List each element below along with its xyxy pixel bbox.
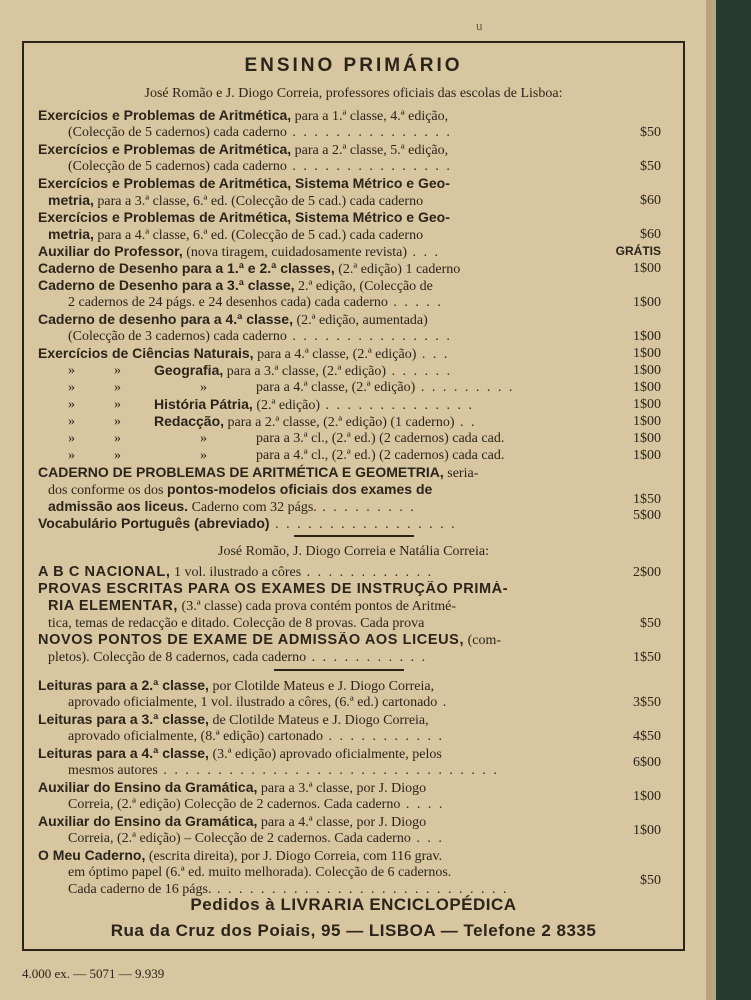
ditto-mark: » bbox=[68, 431, 75, 446]
print-info: 4.000 ex. — 5071 — 9.939 bbox=[22, 966, 165, 981]
list-item: (Colecção de 5 cadernos) cada caderno . . . . . . . . . . . . . . . bbox=[68, 159, 452, 174]
list-item: Leituras para a 2.ª classe, por Clotilde Mateus e J. Diogo Correia, bbox=[38, 677, 435, 694]
divider bbox=[294, 535, 414, 537]
ditto-mark: » bbox=[200, 431, 207, 446]
list-item: Caderno de desenho para a 4.ª classe, (2.ª edição, aumentada) bbox=[38, 311, 428, 328]
list-item: (Colecção de 3 cadernos) cada caderno . . . . . . . . . . . . . . . bbox=[68, 329, 452, 344]
ditto-mark: » bbox=[114, 380, 121, 395]
top-mark: u bbox=[476, 18, 483, 33]
price: $50 bbox=[640, 159, 661, 174]
price: 1$00 bbox=[633, 789, 661, 804]
price: GRÁTIS bbox=[615, 244, 661, 258]
price: 1$00 bbox=[633, 346, 661, 361]
list-item: metria, para a 4.ª classe, 6.ª ed. (Colecção de 5 cad.) cada caderno bbox=[48, 226, 424, 243]
list-item: Auxiliar do Professor, (nova tiragem, cuidadosamente revista) . . . bbox=[38, 243, 441, 260]
list-item: pletos). Colecção de 8 cadernos, cada caderno . . . . . . . . . . . bbox=[48, 650, 428, 665]
address-footer: Rua da Cruz dos Poiais, 95 — LISBOA — Telefone 2 8335 bbox=[110, 921, 597, 940]
list-item: RIA ELEMENTAR, (3.ª classe) cada prova contém pontos de Aritmé- bbox=[48, 598, 456, 614]
price: 5$00 bbox=[633, 508, 661, 523]
ditto-mark: » bbox=[68, 363, 75, 378]
price: 1$50 bbox=[633, 492, 661, 507]
list-item: A B C NACIONAL, 1 vol. ilustrado a côres . . . . . . . . . . . . bbox=[38, 564, 434, 580]
list-item: História Pátria, (2.ª edição) . . . . . . . . . . . . . . bbox=[154, 396, 475, 413]
price: 2$00 bbox=[633, 565, 661, 580]
list-item: tica, temas de redacção e ditado. Colecção de 8 provas. Cada prova bbox=[48, 616, 425, 631]
authors-line-2: José Romão, J. Diogo Correia e Natália Correia: bbox=[218, 544, 489, 559]
list-item: (Colecção de 5 cadernos) cada caderno . . . . . . . . . . . . . . . bbox=[68, 125, 452, 140]
price: 3$50 bbox=[633, 695, 661, 710]
list-item: Exercícios de Ciências Naturais, para a 4.ª classe, (2.ª edição) . . . bbox=[38, 345, 450, 362]
price: 1$00 bbox=[633, 414, 661, 429]
price: $50 bbox=[640, 873, 661, 888]
list-item: para a 3.ª cl., (2.ª ed.) (2 cadernos) cada cad. bbox=[256, 431, 505, 446]
ditto-mark: » bbox=[114, 448, 121, 463]
list-item: Exercícios e Problemas de Aritmética, para a 2.ª classe, 5.ª edição, bbox=[38, 141, 449, 158]
price: 1$00 bbox=[633, 329, 661, 344]
ditto-mark: » bbox=[200, 380, 207, 395]
price: 1$00 bbox=[633, 363, 661, 378]
list-item: Vocabulário Português (abreviado) . . . . . . . . . . . . . . . . . bbox=[38, 515, 457, 532]
price: $60 bbox=[640, 193, 661, 208]
ditto-mark: » bbox=[68, 448, 75, 463]
list-item: PROVAS ESCRITAS PARA OS EXAMES DE INSTRUÇÃO PRIMÁ- bbox=[38, 581, 509, 597]
list-item: Cada caderno de 16 págs. . . . . . . . . . . . . . . . . . . . . . . . . . . . bbox=[68, 882, 509, 897]
list-item: metria, para a 3.ª classe, 6.ª ed. (Colecção de 5 cad.) cada caderno bbox=[48, 192, 424, 209]
list-item: Exercícios e Problemas de Aritmética, Sistema Métrico e Geo- bbox=[38, 209, 450, 225]
list-item: Exercícios e Problemas de Aritmética, Sistema Métrico e Geo- bbox=[38, 175, 450, 191]
list-item: O Meu Caderno, (escrita direita), por J. Diogo Correia, com 116 grav. bbox=[38, 847, 443, 864]
price: 1$50 bbox=[633, 650, 661, 665]
list-item: aprovado oficialmente, 1 vol. ilustrado a côres, (6.ª ed.) cartonado . bbox=[68, 695, 449, 710]
price: 1$00 bbox=[633, 431, 661, 446]
list-item: Caderno de Desenho para a 1.ª e 2.ª classes, (2.ª edição) 1 caderno bbox=[38, 260, 461, 277]
price: 1$00 bbox=[633, 823, 661, 838]
list-item: Leituras para a 4.ª classe, (3.ª edição) aprovado oficialmente, pelos bbox=[38, 745, 442, 762]
list-item: aprovado oficialmente, (8.ª edição) cartonado . . . . . . . . . . . bbox=[68, 729, 444, 744]
list-item: dos conforme os dos pontos-modelos oficiais dos exames de bbox=[48, 481, 433, 498]
list-item: Leituras para a 3.ª classe, de Clotilde Mateus e J. Diogo Correia, bbox=[38, 711, 429, 728]
list-item: Caderno de Desenho para a 3.ª classe, 2.ª edição, (Colecção de bbox=[38, 277, 433, 294]
list-item: Exercícios e Problemas de Aritmética, para a 1.ª classe, 4.ª edição, bbox=[38, 107, 449, 124]
list-item: em óptimo papel (6.ª ed. muito melhorada). Colecção de 6 cadernos. bbox=[68, 865, 452, 880]
divider bbox=[274, 669, 404, 671]
ditto-mark: » bbox=[114, 414, 121, 429]
list-item: para a 4.ª cl., (2.ª ed.) (2 cadernos) cada cad. bbox=[256, 448, 505, 463]
ditto-mark: » bbox=[200, 448, 207, 463]
list-item: para a 4.ª classe, (2.ª edição) . . . . . . . . . bbox=[256, 380, 515, 395]
ditto-mark: » bbox=[114, 431, 121, 446]
ditto-mark: » bbox=[114, 363, 121, 378]
price: 1$00 bbox=[633, 295, 661, 310]
price: 1$00 bbox=[633, 261, 661, 276]
price: 4$50 bbox=[633, 729, 661, 744]
list-item: admissão aos liceus. Caderno com 32 págs. . . . . . . . . . bbox=[48, 498, 416, 515]
list-item: 2 cadernos de 24 págs. e 24 desenhos cada) cada caderno . . . . . bbox=[68, 295, 443, 310]
ditto-mark: » bbox=[68, 397, 75, 412]
price: 6$00 bbox=[633, 755, 661, 770]
ditto-mark: » bbox=[68, 380, 75, 395]
order-footer: Pedidos à LIVRARIA ENCICLOPÉDICA bbox=[190, 895, 517, 914]
price: $50 bbox=[640, 125, 661, 140]
list-item: Geografia, para a 3.ª classe, (2.ª edição) . . . . . . bbox=[154, 362, 453, 379]
price: 1$00 bbox=[633, 397, 661, 412]
list-item: Correia, (2.ª edição) Colecção de 2 cadernos. Cada caderno . . . . bbox=[68, 797, 445, 812]
ditto-mark: » bbox=[114, 397, 121, 412]
price: $60 bbox=[640, 227, 661, 242]
book-spine bbox=[716, 0, 751, 1000]
list-item: NOVOS PONTOS DE EXAME DE ADMISSÃO AOS LICEUS, (com- bbox=[38, 632, 502, 648]
catalog-frame bbox=[22, 41, 685, 951]
price: 1$00 bbox=[633, 448, 661, 463]
list-item: Auxiliar do Ensino da Gramática, para a 4.ª classe, por J. Diogo bbox=[38, 813, 427, 830]
list-item: Auxiliar do Ensino da Gramática, para a 3.ª classe, por J. Diogo bbox=[38, 779, 427, 796]
list-item: Redacção, para a 2.ª classe, (2.ª edição) (1 caderno) . . bbox=[154, 413, 477, 430]
list-item: mesmos autores . . . . . . . . . . . . . . . . . . . . . . . . . . . . . . . bbox=[68, 763, 499, 778]
price: $50 bbox=[640, 616, 661, 631]
page-title: ENSINO PRIMÁRIO bbox=[244, 55, 463, 76]
authors-line-1: José Romão e J. Diogo Correia, professores oficiais das escolas de Lisboa: bbox=[144, 86, 563, 101]
list-item: CADERNO DE PROBLEMAS DE ARITMÉTICA E GEOMETRIA, seria- bbox=[38, 464, 479, 481]
ditto-mark: » bbox=[68, 414, 75, 429]
price: 1$00 bbox=[633, 380, 661, 395]
list-item: Correia, (2.ª edição) – Colecção de 2 cadernos. Cada caderno . . . bbox=[68, 831, 444, 846]
